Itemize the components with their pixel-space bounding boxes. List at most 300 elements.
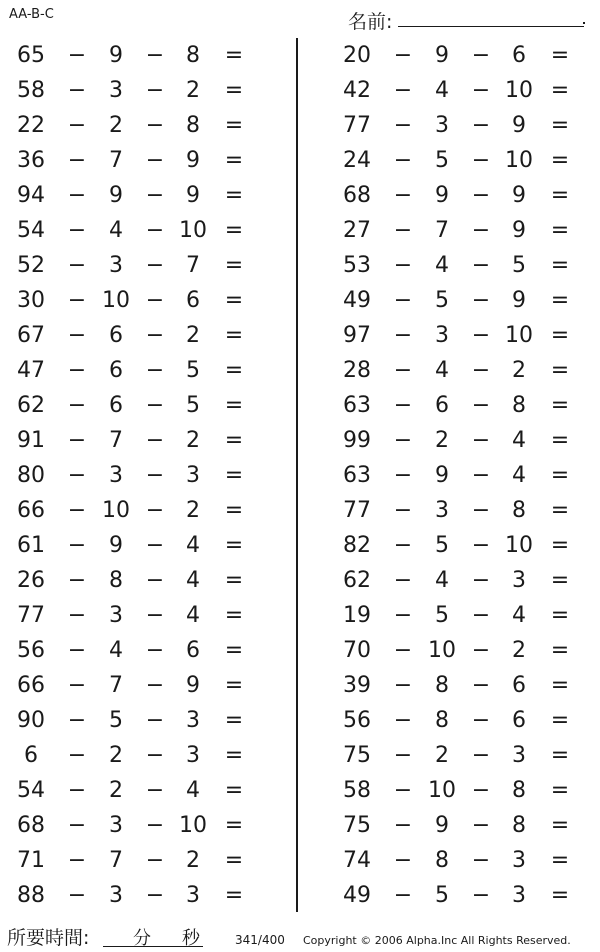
equals-sign: = [224,848,244,873]
minus-sign: − [67,883,87,908]
first-operand: 26 [17,568,45,593]
footer [0,922,600,952]
equals-sign: = [550,848,570,873]
second-operand: 9 [435,813,449,838]
minus-sign: − [471,883,491,908]
first-operand: 77 [343,498,371,523]
minus-sign: − [471,253,491,278]
second-operand: 5 [435,533,449,558]
third-operand: 9 [186,183,200,208]
second-operand: 8 [435,848,449,873]
equals-sign: = [550,463,570,488]
second-operand: 10 [428,778,456,803]
minus-sign: − [67,568,87,593]
third-operand: 10 [179,813,207,838]
third-operand: 3 [186,743,200,768]
second-operand: 4 [109,218,123,243]
problem-row [0,738,270,773]
problem-row [0,878,270,913]
third-operand: 4 [512,428,526,453]
third-operand: 8 [512,393,526,418]
first-operand: 68 [17,813,45,838]
problem-row [326,283,596,318]
minus-sign: − [145,883,165,908]
minus-sign: − [67,288,87,313]
minus-sign: − [393,883,413,908]
problem-row [326,703,596,738]
minus-sign: − [393,848,413,873]
minus-sign: − [67,533,87,558]
minus-sign: − [471,638,491,663]
third-operand: 9 [186,148,200,173]
page-number: 341/400 [235,933,285,947]
first-operand: 54 [17,778,45,803]
minus-sign: − [471,323,491,348]
second-operand: 3 [435,498,449,523]
problem-row [0,178,270,213]
problem-row [326,668,596,703]
second-operand: 2 [109,778,123,803]
first-operand: 68 [343,183,371,208]
first-operand: 82 [343,533,371,558]
first-operand: 99 [343,428,371,453]
minus-sign: − [393,568,413,593]
problem-row [326,738,596,773]
minus-sign: − [393,813,413,838]
equals-sign: = [224,358,244,383]
equals-sign: = [224,463,244,488]
minus-sign: − [67,148,87,173]
minus-sign: − [393,708,413,733]
minus-sign: − [393,253,413,278]
first-operand: 88 [17,883,45,908]
second-operand: 3 [435,323,449,348]
minus-sign: − [393,183,413,208]
third-operand: 10 [505,323,533,348]
second-operand: 7 [109,848,123,873]
minus-sign: − [67,218,87,243]
equals-sign: = [550,813,570,838]
equals-sign: = [224,323,244,348]
second-operand: 4 [435,78,449,103]
equals-sign: = [224,183,244,208]
third-operand: 2 [186,428,200,453]
problem-row [326,878,596,913]
first-operand: 63 [343,463,371,488]
first-operand: 71 [17,848,45,873]
first-operand: 61 [17,533,45,558]
minus-sign: − [393,393,413,418]
second-operand: 9 [435,43,449,68]
second-operand: 2 [435,743,449,768]
seconds-unit: 秒 [182,928,200,949]
second-operand: 2 [109,743,123,768]
first-operand: 65 [17,43,45,68]
problem-row [0,633,270,668]
problem-row [0,423,270,458]
third-operand: 4 [186,603,200,628]
minus-sign: − [67,708,87,733]
equals-sign: = [550,78,570,103]
minus-sign: − [145,743,165,768]
minus-sign: − [471,428,491,453]
second-operand: 9 [435,463,449,488]
third-operand: 5 [186,358,200,383]
equals-sign: = [550,358,570,383]
problem-row [326,563,596,598]
equals-sign: = [224,533,244,558]
time-required-label: 所要時間: [7,927,90,949]
third-operand: 4 [186,533,200,558]
second-operand: 4 [435,358,449,383]
problem-row [0,703,270,738]
equals-sign: = [224,708,244,733]
first-operand: 74 [343,848,371,873]
third-operand: 9 [186,673,200,698]
second-operand: 5 [435,603,449,628]
first-operand: 47 [17,358,45,383]
problem-row [0,843,270,878]
problem-row [0,388,270,423]
problem-row [0,38,270,73]
minus-sign: − [393,358,413,383]
minus-sign: − [145,568,165,593]
third-operand: 8 [186,43,200,68]
first-operand: 75 [343,813,371,838]
equals-sign: = [550,568,570,593]
minus-sign: − [67,778,87,803]
minus-sign: − [393,428,413,453]
problem-row [0,318,270,353]
minus-sign: − [471,673,491,698]
equals-sign: = [224,428,244,453]
problem-row [326,633,596,668]
first-operand: 42 [343,78,371,103]
minus-sign: − [67,813,87,838]
equals-sign: = [224,568,244,593]
second-operand: 2 [435,428,449,453]
third-operand: 3 [512,883,526,908]
second-operand: 9 [109,533,123,558]
second-operand: 3 [109,883,123,908]
minus-sign: − [393,288,413,313]
second-operand: 9 [109,43,123,68]
minus-sign: − [67,848,87,873]
minus-sign: − [393,113,413,138]
minus-sign: − [393,218,413,243]
equals-sign: = [550,323,570,348]
minus-sign: − [145,253,165,278]
second-operand: 3 [109,253,123,278]
minus-sign: − [471,183,491,208]
minus-sign: − [471,43,491,68]
problem-row [326,248,596,283]
minus-sign: − [145,813,165,838]
minus-sign: − [145,78,165,103]
minus-sign: − [471,393,491,418]
problem-row [326,598,596,633]
first-operand: 28 [343,358,371,383]
problem-row [0,668,270,703]
second-operand: 4 [109,638,123,663]
problem-row [326,213,596,248]
minus-sign: − [471,218,491,243]
problem-row [326,528,596,563]
first-operand: 36 [17,148,45,173]
minus-sign: − [67,113,87,138]
minus-sign: − [471,498,491,523]
third-operand: 3 [186,463,200,488]
equals-sign: = [224,113,244,138]
minus-sign: − [393,323,413,348]
third-operand: 3 [186,708,200,733]
second-operand: 3 [109,78,123,103]
minus-sign: − [145,638,165,663]
equals-sign: = [550,883,570,908]
minus-sign: − [145,288,165,313]
second-operand: 7 [435,218,449,243]
minus-sign: − [145,183,165,208]
problem-row [0,598,270,633]
name-field-line[interactable] [398,26,584,27]
equals-sign: = [550,498,570,523]
equals-sign: = [224,148,244,173]
problem-row [326,423,596,458]
third-operand: 9 [512,113,526,138]
equals-sign: = [550,218,570,243]
first-operand: 56 [343,708,371,733]
first-operand: 62 [17,393,45,418]
minus-sign: − [471,848,491,873]
equals-sign: = [224,778,244,803]
equals-sign: = [224,78,244,103]
problem-row [326,108,596,143]
problem-row [0,528,270,563]
problem-row [326,773,596,808]
minus-sign: − [393,603,413,628]
third-operand: 10 [179,218,207,243]
minus-sign: − [471,708,491,733]
first-operand: 58 [17,78,45,103]
equals-sign: = [550,253,570,278]
minus-sign: − [145,848,165,873]
minus-sign: − [471,288,491,313]
first-operand: 56 [17,638,45,663]
third-operand: 7 [186,253,200,278]
second-operand: 9 [109,183,123,208]
first-operand: 66 [17,498,45,523]
problem-row [326,38,596,73]
equals-sign: = [550,148,570,173]
second-operand: 5 [109,708,123,733]
minus-sign: − [67,428,87,453]
minus-sign: − [67,78,87,103]
problem-row [326,843,596,878]
minus-sign: − [471,603,491,628]
problem-row [326,353,596,388]
second-operand: 6 [109,358,123,383]
problem-row [326,143,596,178]
minus-sign: − [393,638,413,663]
second-operand: 3 [109,813,123,838]
first-operand: 54 [17,218,45,243]
problem-row [326,808,596,843]
problem-row [0,773,270,808]
right-problem-column [326,38,596,913]
minus-sign: − [67,603,87,628]
third-operand: 5 [186,393,200,418]
minus-sign: − [471,568,491,593]
equals-sign: = [550,393,570,418]
second-operand: 6 [435,393,449,418]
third-operand: 2 [512,358,526,383]
minus-sign: − [393,778,413,803]
second-operand: 6 [109,393,123,418]
problem-row [0,353,270,388]
third-operand: 8 [512,813,526,838]
third-operand: 2 [186,78,200,103]
minus-sign: − [67,673,87,698]
minus-sign: − [393,43,413,68]
equals-sign: = [550,638,570,663]
minus-sign: − [145,533,165,558]
first-operand: 53 [343,253,371,278]
minus-sign: − [145,358,165,383]
first-operand: 77 [17,603,45,628]
minus-sign: − [145,148,165,173]
minus-sign: − [471,78,491,103]
equals-sign: = [224,603,244,628]
minus-sign: − [471,778,491,803]
minus-sign: − [471,148,491,173]
minus-sign: − [145,43,165,68]
minus-sign: − [67,358,87,383]
name-label: 名前: [348,11,393,33]
worksheet-code: AA-B-C [9,7,54,22]
third-operand: 3 [512,848,526,873]
minus-sign: − [67,743,87,768]
third-operand: 4 [512,463,526,488]
minus-sign: − [393,743,413,768]
third-operand: 3 [186,883,200,908]
equals-sign: = [224,498,244,523]
minus-sign: − [145,393,165,418]
second-operand: 2 [109,113,123,138]
first-operand: 94 [17,183,45,208]
third-operand: 6 [186,638,200,663]
problem-row [0,563,270,598]
second-operand: 10 [428,638,456,663]
first-operand: 62 [343,568,371,593]
third-operand: 10 [505,148,533,173]
copyright-notice: Copyright © 2006 Alpha.Inc All Rights Reserved. [303,934,571,947]
second-operand: 3 [109,463,123,488]
first-operand: 52 [17,253,45,278]
third-operand: 3 [512,568,526,593]
third-operand: 4 [186,778,200,803]
minus-sign: − [145,218,165,243]
third-operand: 8 [512,498,526,523]
equals-sign: = [224,253,244,278]
minus-sign: − [145,323,165,348]
third-operand: 2 [186,498,200,523]
first-operand: 80 [17,463,45,488]
equals-sign: = [550,43,570,68]
equals-sign: = [224,218,244,243]
minus-sign: − [145,673,165,698]
minus-sign: − [393,78,413,103]
first-operand: 77 [343,113,371,138]
minus-sign: − [471,813,491,838]
equals-sign: = [224,393,244,418]
equals-sign: = [550,533,570,558]
problem-row [0,108,270,143]
first-operand: 67 [17,323,45,348]
second-operand: 8 [435,673,449,698]
equals-sign: = [550,743,570,768]
second-operand: 7 [109,148,123,173]
minutes-unit: 分 [133,928,151,949]
minus-sign: − [393,673,413,698]
first-operand: 70 [343,638,371,663]
third-operand: 3 [512,743,526,768]
first-operand: 22 [17,113,45,138]
minus-sign: − [67,393,87,418]
equals-sign: = [550,603,570,628]
third-operand: 6 [512,673,526,698]
problem-row [326,388,596,423]
first-operand: 66 [17,673,45,698]
second-operand: 3 [435,113,449,138]
minus-sign: − [145,603,165,628]
third-operand: 10 [505,78,533,103]
equals-sign: = [550,673,570,698]
left-problem-column [0,38,270,913]
third-operand: 4 [186,568,200,593]
minus-sign: − [145,428,165,453]
first-operand: 30 [17,288,45,313]
first-operand: 39 [343,673,371,698]
second-operand: 5 [435,148,449,173]
second-operand: 7 [109,428,123,453]
second-operand: 10 [102,288,130,313]
column-divider [296,38,298,912]
second-operand: 5 [435,288,449,313]
problem-row [0,73,270,108]
third-operand: 4 [512,603,526,628]
minus-sign: − [145,498,165,523]
problem-row [326,493,596,528]
minus-sign: − [471,113,491,138]
second-operand: 4 [435,568,449,593]
minus-sign: − [67,43,87,68]
third-operand: 6 [512,708,526,733]
name-field-dot [583,22,585,24]
third-operand: 2 [186,323,200,348]
first-operand: 49 [343,883,371,908]
minus-sign: − [145,778,165,803]
problem-row [0,143,270,178]
first-operand: 24 [343,148,371,173]
problem-row [0,213,270,248]
minus-sign: − [393,463,413,488]
first-operand: 91 [17,428,45,453]
minus-sign: − [145,708,165,733]
minus-sign: − [393,148,413,173]
equals-sign: = [224,813,244,838]
third-operand: 9 [512,218,526,243]
equals-sign: = [550,428,570,453]
